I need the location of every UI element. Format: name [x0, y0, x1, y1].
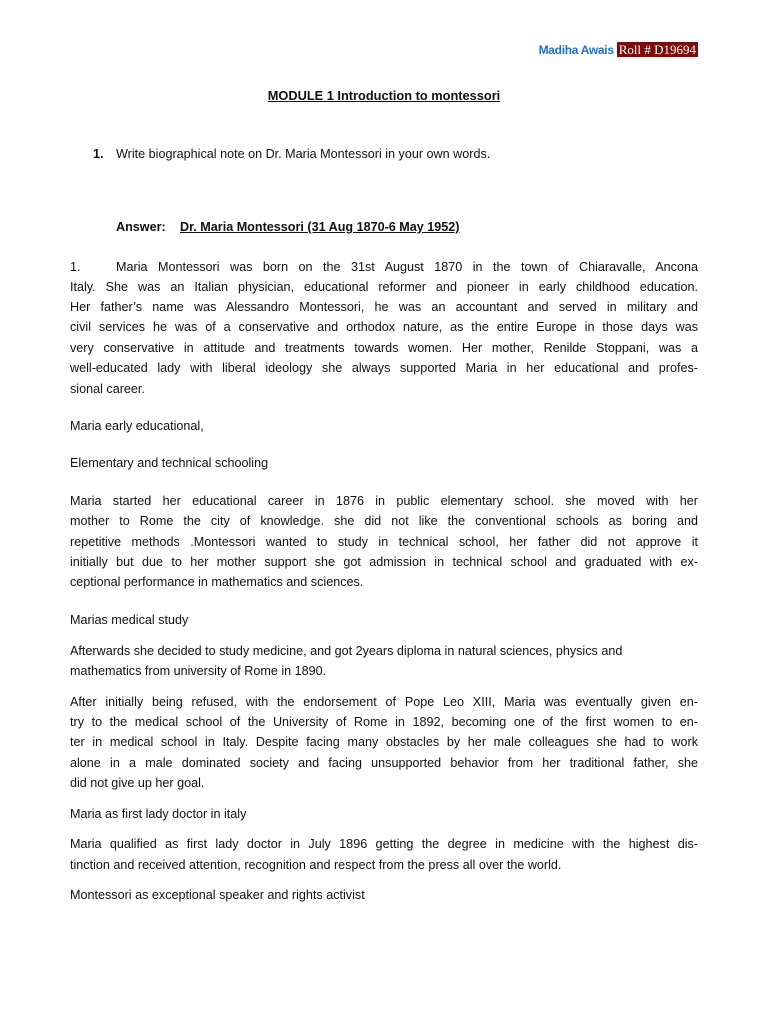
paragraph-line: ceptional performance in mathematics and sciences.: [70, 575, 364, 589]
paragraph-line: initially but due to her mother support she got admission in technical school and graduated with ex-: [70, 555, 698, 569]
paragraph-line: After initially being refused, with the endorsement of Pope Leo XIII, Maria was eventually given en-: [70, 695, 698, 709]
question-number: 1.: [93, 147, 104, 161]
document-header: [539, 42, 698, 58]
paragraph-line: Maria Montessori was born on the 31st August 1870 in the town of Chiaravalle, Ancona: [116, 260, 698, 274]
paragraph-line: try to the medical school of the University of Rome in 1892, becoming one of the first women to en-: [70, 715, 698, 729]
paragraph-line: civil services he was of a conservative and orthodox nature, as the entire Europe in those days was: [70, 320, 698, 334]
paragraph-line: Italy. She was an Italian physician, educational reformer and pioneer in early childhood education.: [70, 280, 698, 294]
paragraph-line: Maria qualified as first lady doctor in July 1896 getting the degree in medicine with the highest dis-: [70, 837, 698, 851]
paragraph-line: Maria started her educational career in 1876 in public elementary school. she moved with her: [70, 494, 698, 508]
paragraph-line: did not give up her goal.: [70, 776, 205, 790]
paragraph-line: well-educated lady with liberal ideology she always supported Maria in her educational and profes-: [70, 361, 698, 375]
section-heading: Montessori as exceptional speaker and rights activist: [70, 888, 365, 902]
roll-number: Roll # D19694: [618, 42, 696, 57]
answer-label: Answer:: [116, 220, 166, 234]
section-heading: Maria early educational,: [70, 419, 204, 433]
paragraph-line: Afterwards she decided to study medicine, and got 2years diploma in natural sciences, physics and: [70, 644, 623, 658]
paragraph-line: sional career.: [70, 382, 145, 396]
answer-title: Dr. Maria Montessori (31 Aug 1870-6 May 1952): [180, 220, 460, 234]
section-heading: Maria as first lady doctor in italy: [70, 807, 247, 821]
paragraph-number: 1.: [70, 260, 81, 274]
paragraph-line: alone in a male dominated society and facing unsupported behavior from her traditional father, she: [70, 756, 698, 770]
paragraph-line: ter in medical school in Italy. Despite facing many obstacles by her male colleagues she had to work: [70, 735, 698, 749]
section-heading: Marias medical study: [70, 613, 189, 627]
paragraph-line: repetitive methods .Montessori wanted to study in technical school, her father did not approve it: [70, 535, 698, 549]
paragraph-line: very conservative in attitude and treatments towards women. Her mother, Renilde Stoppani, was a: [70, 341, 698, 355]
paragraph-line: Her father’s name was Alessandro Montessori, he was an accountant and served in military and: [70, 300, 698, 314]
author-name: Madiha Awais: [538, 43, 614, 57]
paragraph-line: mathematics from university of Rome in 1890.: [70, 664, 327, 678]
section-heading: Elementary and technical schooling: [70, 456, 269, 470]
page-title: MODULE 1 Introduction to montessori: [267, 88, 501, 103]
paragraph-line: mother to Rome the city of knowledge. she did not like the conventional schools as boring and: [70, 514, 698, 528]
paragraph-line: tinction and received attention, recognition and respect from the press all over the world.: [70, 858, 562, 872]
question-text: Write biographical note on Dr. Maria Montessori in your own words.: [116, 147, 491, 161]
